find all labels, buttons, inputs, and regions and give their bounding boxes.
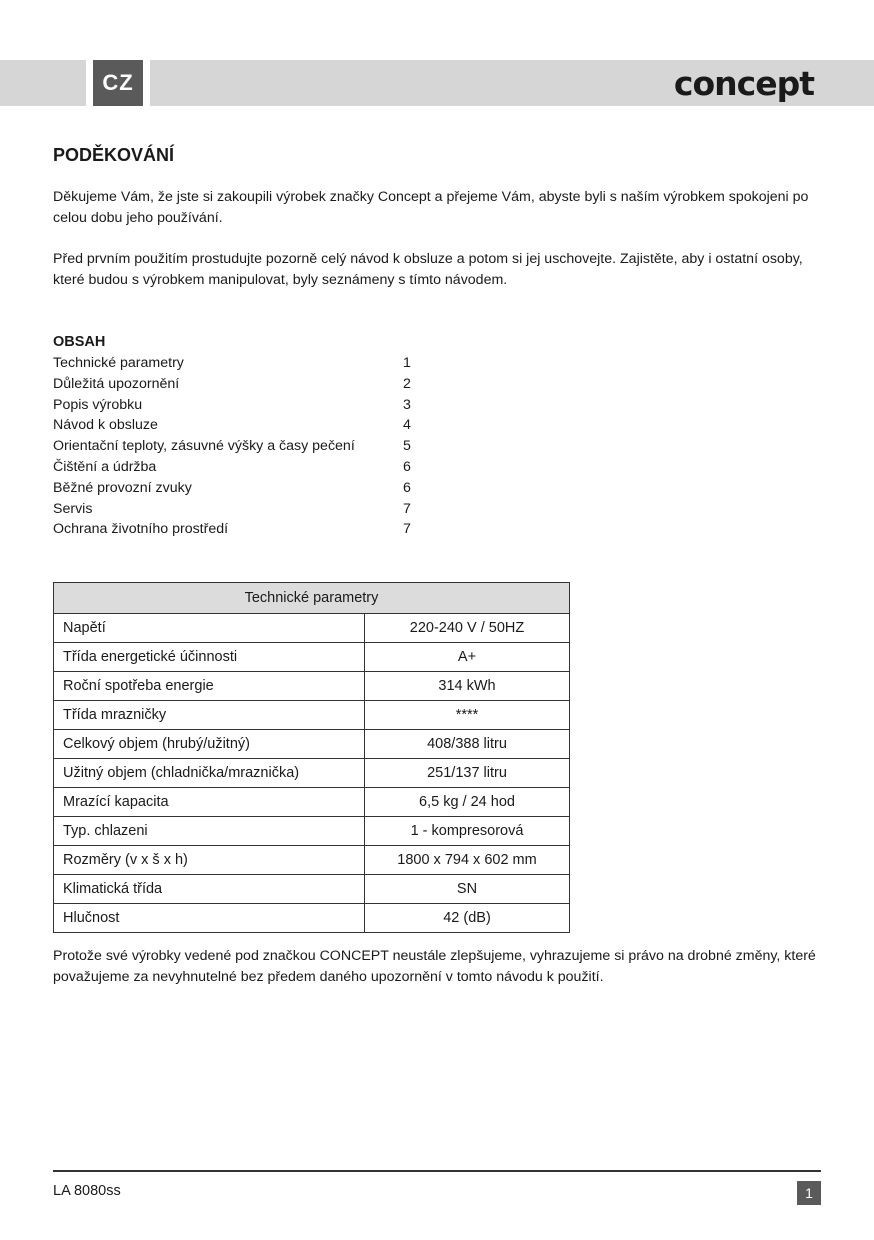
table-row <box>54 643 570 672</box>
param-label: Mrazící kapacita <box>54 788 365 817</box>
table-row <box>54 846 570 875</box>
table-row <box>54 788 570 817</box>
table-row <box>54 701 570 730</box>
toc-item-label: Čištění a údržba <box>53 458 157 475</box>
param-label: Rozměry (v x š x h) <box>54 846 365 875</box>
param-label: Celkový objem (hrubý/užitný) <box>54 730 365 759</box>
toc-item <box>53 395 423 416</box>
param-value: 6,5 kg / 24 hod <box>365 788 570 817</box>
toc-item-page: 5 <box>403 438 411 455</box>
param-value: 251/137 litru <box>365 759 570 788</box>
param-label: Klimatická třída <box>54 875 365 904</box>
table-of-contents <box>53 353 423 540</box>
param-label: Typ. chlazeni <box>54 817 365 846</box>
toc-item-label: Popis výrobku <box>53 396 143 413</box>
table-row <box>54 730 570 759</box>
technical-parameters-table <box>53 582 570 933</box>
table-header: Technické parametry <box>54 583 570 614</box>
toc-item-label: Důležitá upozornění <box>53 375 180 392</box>
brand-logo: concept <box>673 63 814 103</box>
table-row <box>54 759 570 788</box>
intro-paragraph: Děkujeme Vám, že jste si zakoupili výrobek značky Concept a přejeme Vám, abyste byli s naším výrobkem spokojeni po celou dobu jeho používání. <box>53 189 809 226</box>
toc-item-page: 7 <box>403 500 411 517</box>
language-badge: CZ <box>93 60 143 106</box>
param-value: 1800 x 794 x 602 mm <box>365 846 570 875</box>
toc-item-label: Servis <box>53 500 93 517</box>
param-value: SN <box>365 875 570 904</box>
toc-item-label: Ochrana životního prostředí <box>53 521 229 538</box>
table-row <box>54 672 570 701</box>
param-label: Hlučnost <box>54 904 365 933</box>
footer-divider <box>53 1170 821 1172</box>
toc-item-page: 6 <box>403 458 411 475</box>
toc-item-label: Běžné provozní zvuky <box>53 479 192 496</box>
param-label: Třída mrazničky <box>54 701 365 730</box>
param-value: 1 - kompresorová <box>365 817 570 846</box>
page-number: 1 <box>797 1181 821 1205</box>
notice-paragraph: Protože své výrobky vedené pod značkou CONCEPT neustále zlepšujeme, vyhrazujeme si právo na drobné změny, které považujeme za nevyhnutelné bez předem daného upozornění v tomto návodu k použití. <box>53 948 816 985</box>
table-row <box>54 904 570 933</box>
param-label: Užitný objem (chladnička/mraznička) <box>54 759 365 788</box>
table-header-row <box>54 583 570 614</box>
param-value: 220-240 V / 50HZ <box>365 614 570 643</box>
param-value: 314 kWh <box>365 672 570 701</box>
param-value: 408/388 litru <box>365 730 570 759</box>
toc-item-page: 7 <box>403 521 411 538</box>
table-row <box>54 614 570 643</box>
param-value: 42 (dB) <box>365 904 570 933</box>
toc-item <box>53 519 423 540</box>
toc-item <box>53 478 423 499</box>
toc-item-page: 1 <box>403 355 411 371</box>
toc-item-page: 2 <box>403 375 411 392</box>
toc-item <box>53 374 423 395</box>
toc-item-label: Orientační teploty, zásuvné výšky a časy pečení <box>53 438 355 455</box>
param-label: Napětí <box>54 614 365 643</box>
page-title: PODĚKOVÁNÍ <box>53 145 175 165</box>
toc-item-label: Návod k obsluze <box>53 417 158 434</box>
param-label: Třída energetické účinnosti <box>54 643 365 672</box>
toc-item-page: 3 <box>403 396 411 413</box>
toc-item-label: Technické parametry <box>53 355 184 371</box>
param-value: A+ <box>365 643 570 672</box>
toc-item <box>53 436 423 457</box>
toc-item-page: 6 <box>403 479 411 496</box>
model-number: LA 8080ss <box>53 1183 121 1199</box>
toc-item <box>53 499 423 520</box>
table-row <box>54 875 570 904</box>
toc-item <box>53 415 423 436</box>
toc-heading: OBSAH <box>53 334 106 350</box>
toc-item <box>53 353 423 374</box>
param-value: **** <box>365 701 570 730</box>
toc-item <box>53 457 423 478</box>
intro-paragraph: Před prvním použitím prostudujte pozorně celý návod k obsluze a potom si jej uschovejte. Zajistěte, aby i ostatní osoby, které budou s výrobkem manipulovat, byly seznámeny s tímto návodem. <box>53 251 803 288</box>
toc-item-page: 4 <box>403 417 411 434</box>
param-label: Roční spotřeba energie <box>54 672 365 701</box>
header-band <box>0 60 86 106</box>
table-row <box>54 817 570 846</box>
